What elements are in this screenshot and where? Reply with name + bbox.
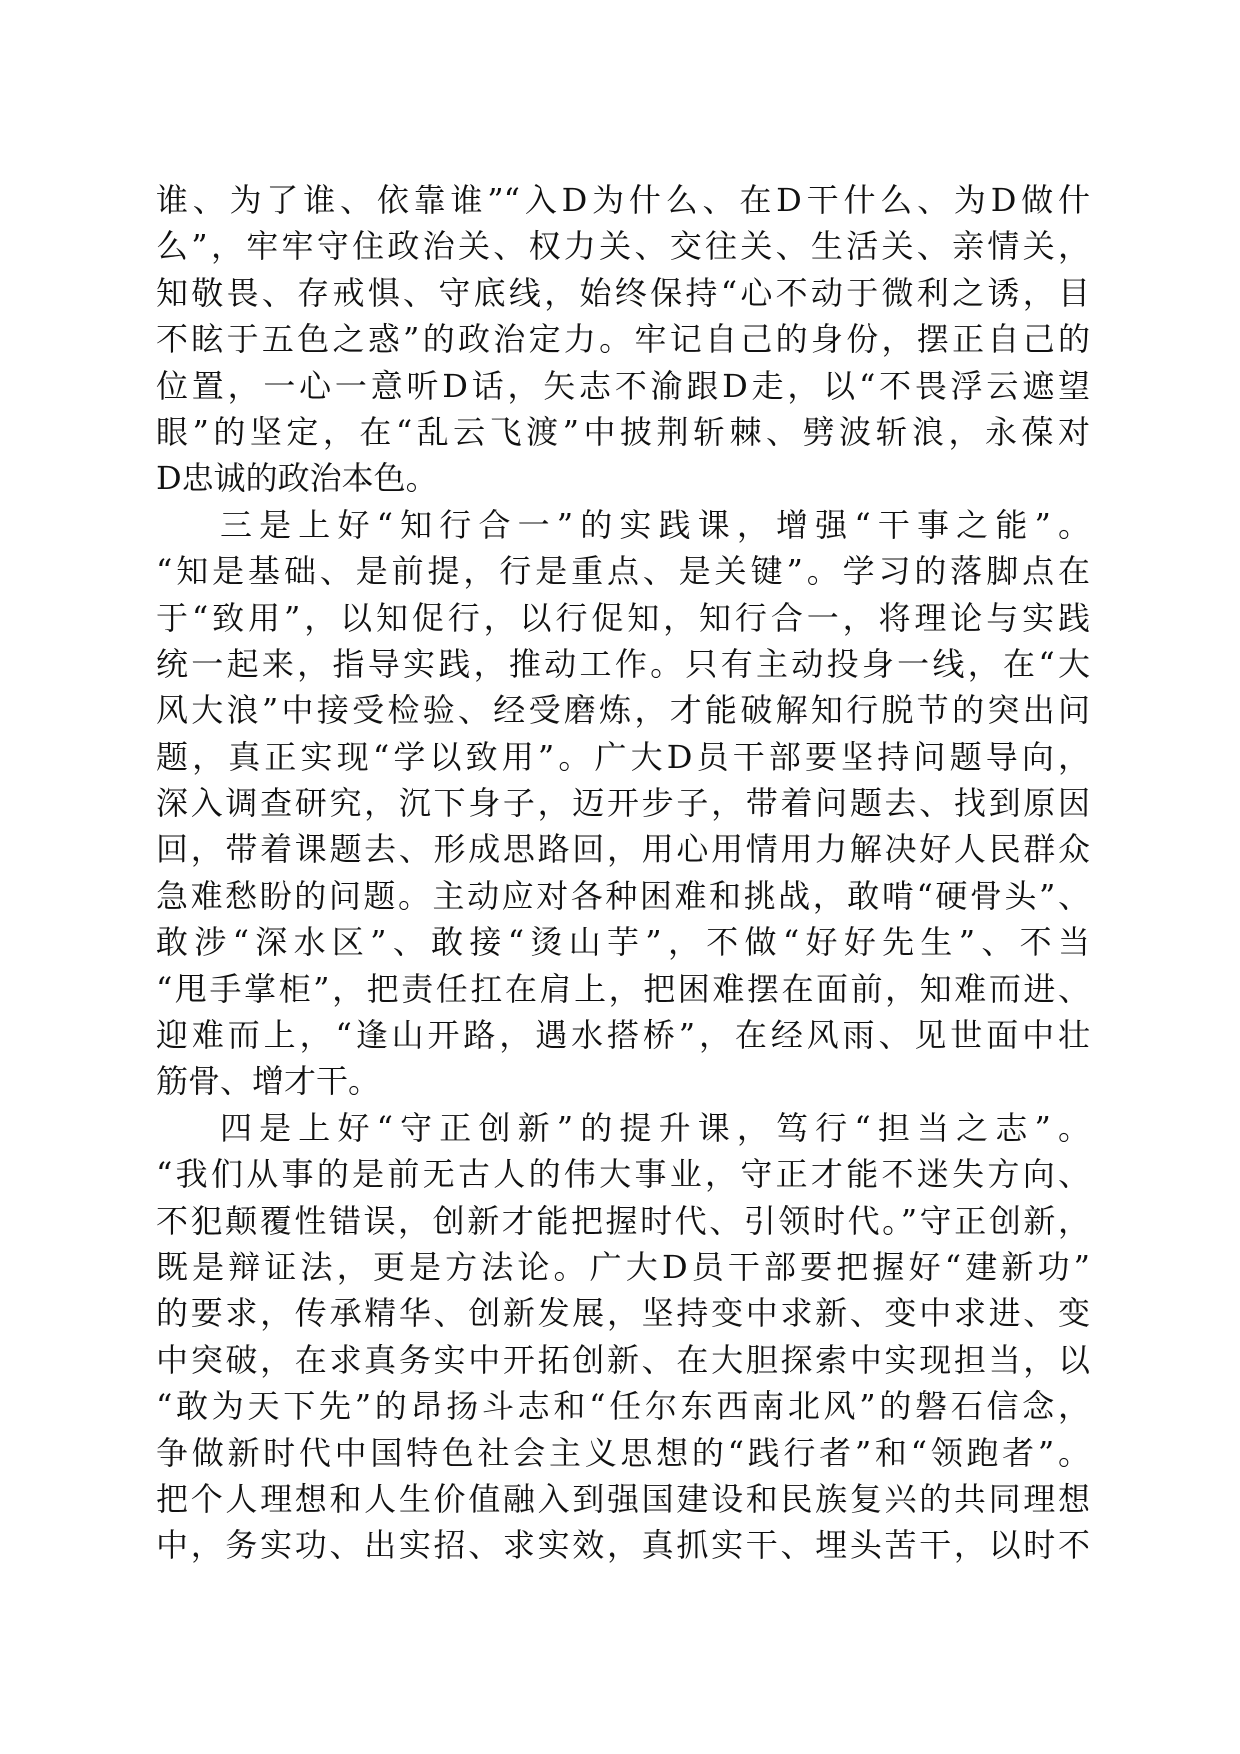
text-line: 争做新时代中国特色社会主义思想的“践行者”和“领跑者”。 bbox=[156, 1433, 1090, 1472]
text-line: 深入调查研究，沉下身子，迈开步子，带着问题去、找到原因 bbox=[156, 784, 1090, 823]
text-line: 中突破，在求真务实中开拓创新、在大胆探索中实现担当，以 bbox=[156, 1340, 1090, 1379]
text-line: 敢涉“深水区”、敢接“烫山芋”，不做“好好先生”、不当 bbox=[156, 923, 1090, 962]
text-line: 筋骨、增才干。 bbox=[156, 1062, 381, 1101]
text-line: 的要求，传承精华、创新发展，坚持变中求新、变中求进、变 bbox=[156, 1294, 1090, 1333]
text-line: 急难愁盼的问题。主动应对各种困难和挑战，敢啃“硬骨头”、 bbox=[156, 876, 1090, 915]
text-line: 不犯颠覆性错误，创新才能把握时代、引领时代。”守正创新， bbox=[156, 1201, 1090, 1240]
text-line: 三是上好“知行合一”的实践课，增强“干事之能”。 bbox=[220, 505, 1090, 544]
text-line: 迎难而上，“逢山开路，遇水搭桥”，在经风雨、见世面中壮 bbox=[156, 1016, 1090, 1055]
text-line: 于“致用”，以知促行，以行促知，知行合一，将理论与实践 bbox=[156, 598, 1090, 637]
text-line: 风大浪”中接受检验、经受磨炼，才能破解知行脱节的突出问 bbox=[156, 691, 1090, 730]
text-line: “敢为天下先”的昂扬斗志和“任尔东西南北风”的磐石信念， bbox=[156, 1387, 1090, 1426]
text-line: “我们从事的是前无古人的伟大事业，守正才能不迷失方向、 bbox=[156, 1155, 1090, 1194]
text-line: 中，务实功、出实招、求实效，真抓实干、埋头苦干，以时不 bbox=[156, 1526, 1090, 1565]
text-line: 位置，一心一意听D话，矢志不渝跟D走，以“不畏浮云遮望 bbox=[156, 366, 1090, 405]
text-line: 把个人理想和人生价值融入到强国建设和民族复兴的共同理想 bbox=[156, 1479, 1090, 1518]
text-line: 统一起来，指导实践，推动工作。只有主动投身一线，在“大 bbox=[156, 644, 1090, 683]
document-body bbox=[156, 177, 1090, 1569]
text-line: 既是辩证法，更是方法论。广大D员干部要把握好“建新功” bbox=[156, 1247, 1090, 1286]
text-line: “知是基础、是前提，行是重点、是关键”。学习的落脚点在 bbox=[156, 552, 1090, 591]
text-line: 不眩于五色之惑”的政治定力。牢记自己的身份，摆正自己的 bbox=[156, 320, 1090, 359]
text-line: “甩手掌柜”，把责任扛在肩上，把困难摆在面前，知难而进、 bbox=[156, 969, 1090, 1008]
text-line: 回，带着课题去、形成思路回，用心用情用力解决好人民群众 bbox=[156, 830, 1090, 869]
text-line: 么”，牢牢守住政治关、权力关、交往关、生活关、亲情关， bbox=[156, 227, 1090, 266]
text-line: D忠诚的政治本色。 bbox=[156, 459, 438, 498]
text-line: 知敬畏、存戒惧、守底线，始终保持“心不动于微利之诱，目 bbox=[156, 273, 1090, 312]
text-line: 题，真正实现“学以致用”。广大D员干部要坚持问题导向， bbox=[156, 737, 1090, 776]
text-line: 眼”的坚定，在“乱云飞渡”中披荆斩棘、劈波斩浪，永葆对 bbox=[156, 412, 1090, 451]
text-line: 四是上好“守正创新”的提升课，笃行“担当之志”。 bbox=[220, 1108, 1090, 1147]
text-line: 谁、为了谁、依靠谁”“入D为什么、在D干什么、为D做什 bbox=[156, 181, 1090, 219]
